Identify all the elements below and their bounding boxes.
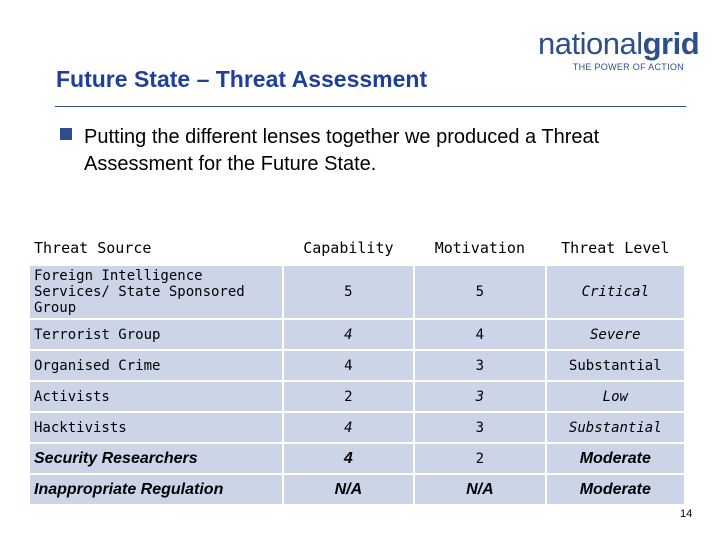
threat-assessment-table xyxy=(30,232,686,506)
threat-level-cell: Critical xyxy=(546,265,685,319)
table-row xyxy=(30,474,685,505)
threat-level-cell: Severe xyxy=(546,319,685,350)
logo-word-left: national xyxy=(538,26,643,61)
threat-level-cell: Substantial xyxy=(546,350,685,381)
table-header-row xyxy=(30,232,685,265)
page-number: 14 xyxy=(680,508,693,520)
table-row xyxy=(30,412,685,443)
logo-tagline: THE POWER OF ACTION xyxy=(572,62,684,72)
capability-cell: 4 xyxy=(283,443,414,474)
capability-cell: 4 xyxy=(283,350,414,381)
table-row xyxy=(30,350,685,381)
logo-word-right: grid xyxy=(642,26,700,61)
table-row xyxy=(30,319,685,350)
threat-level-cell: Low xyxy=(546,381,685,412)
title-divider xyxy=(55,106,686,107)
motivation-cell: 2 xyxy=(414,443,545,474)
capability-cell: N/A xyxy=(283,474,414,505)
national-grid-logo xyxy=(538,26,700,72)
threat-level-cell: Moderate xyxy=(546,474,685,505)
header-threat-level: Threat Level xyxy=(546,232,685,265)
threat-source-cell: Organised Crime xyxy=(30,350,283,381)
motivation-cell: N/A xyxy=(414,474,545,505)
threat-source-cell: Security Researchers xyxy=(30,443,283,474)
threat-level-cell: Moderate xyxy=(546,443,685,474)
capability-cell: 4 xyxy=(283,319,414,350)
table-row xyxy=(30,265,685,319)
bullet-point xyxy=(60,124,660,178)
header-capability: Capability xyxy=(283,232,414,265)
threat-source-cell: Terrorist Group xyxy=(30,319,283,350)
bullet-text: Putting the different lenses together we produced a Threat Assessment for the Future State. xyxy=(84,126,600,175)
logo-wordmark xyxy=(538,26,700,61)
threat-level-cell: Substantial xyxy=(546,412,685,443)
threat-source-cell: Inappropriate Regulation xyxy=(30,474,283,505)
threat-source-cell: Foreign Intelligence Services/ State Sponsored Group xyxy=(30,265,283,319)
threat-source-cell: Activists xyxy=(30,381,283,412)
motivation-cell: 3 xyxy=(414,381,545,412)
capability-cell: 2 xyxy=(283,381,414,412)
motivation-cell: 3 xyxy=(414,412,545,443)
table-row xyxy=(30,381,685,412)
header-motivation: Motivation xyxy=(414,232,545,265)
slide-title: Future State – Threat Assessment xyxy=(56,66,428,92)
capability-cell: 5 xyxy=(283,265,414,319)
table-row xyxy=(30,443,685,474)
motivation-cell: 4 xyxy=(414,319,545,350)
header-threat-source: Threat Source xyxy=(30,232,283,265)
threat-source-cell: Hacktivists xyxy=(30,412,283,443)
capability-cell: 4 xyxy=(283,412,414,443)
square-bullet-icon xyxy=(60,128,72,140)
motivation-cell: 3 xyxy=(414,350,545,381)
motivation-cell: 5 xyxy=(414,265,545,319)
